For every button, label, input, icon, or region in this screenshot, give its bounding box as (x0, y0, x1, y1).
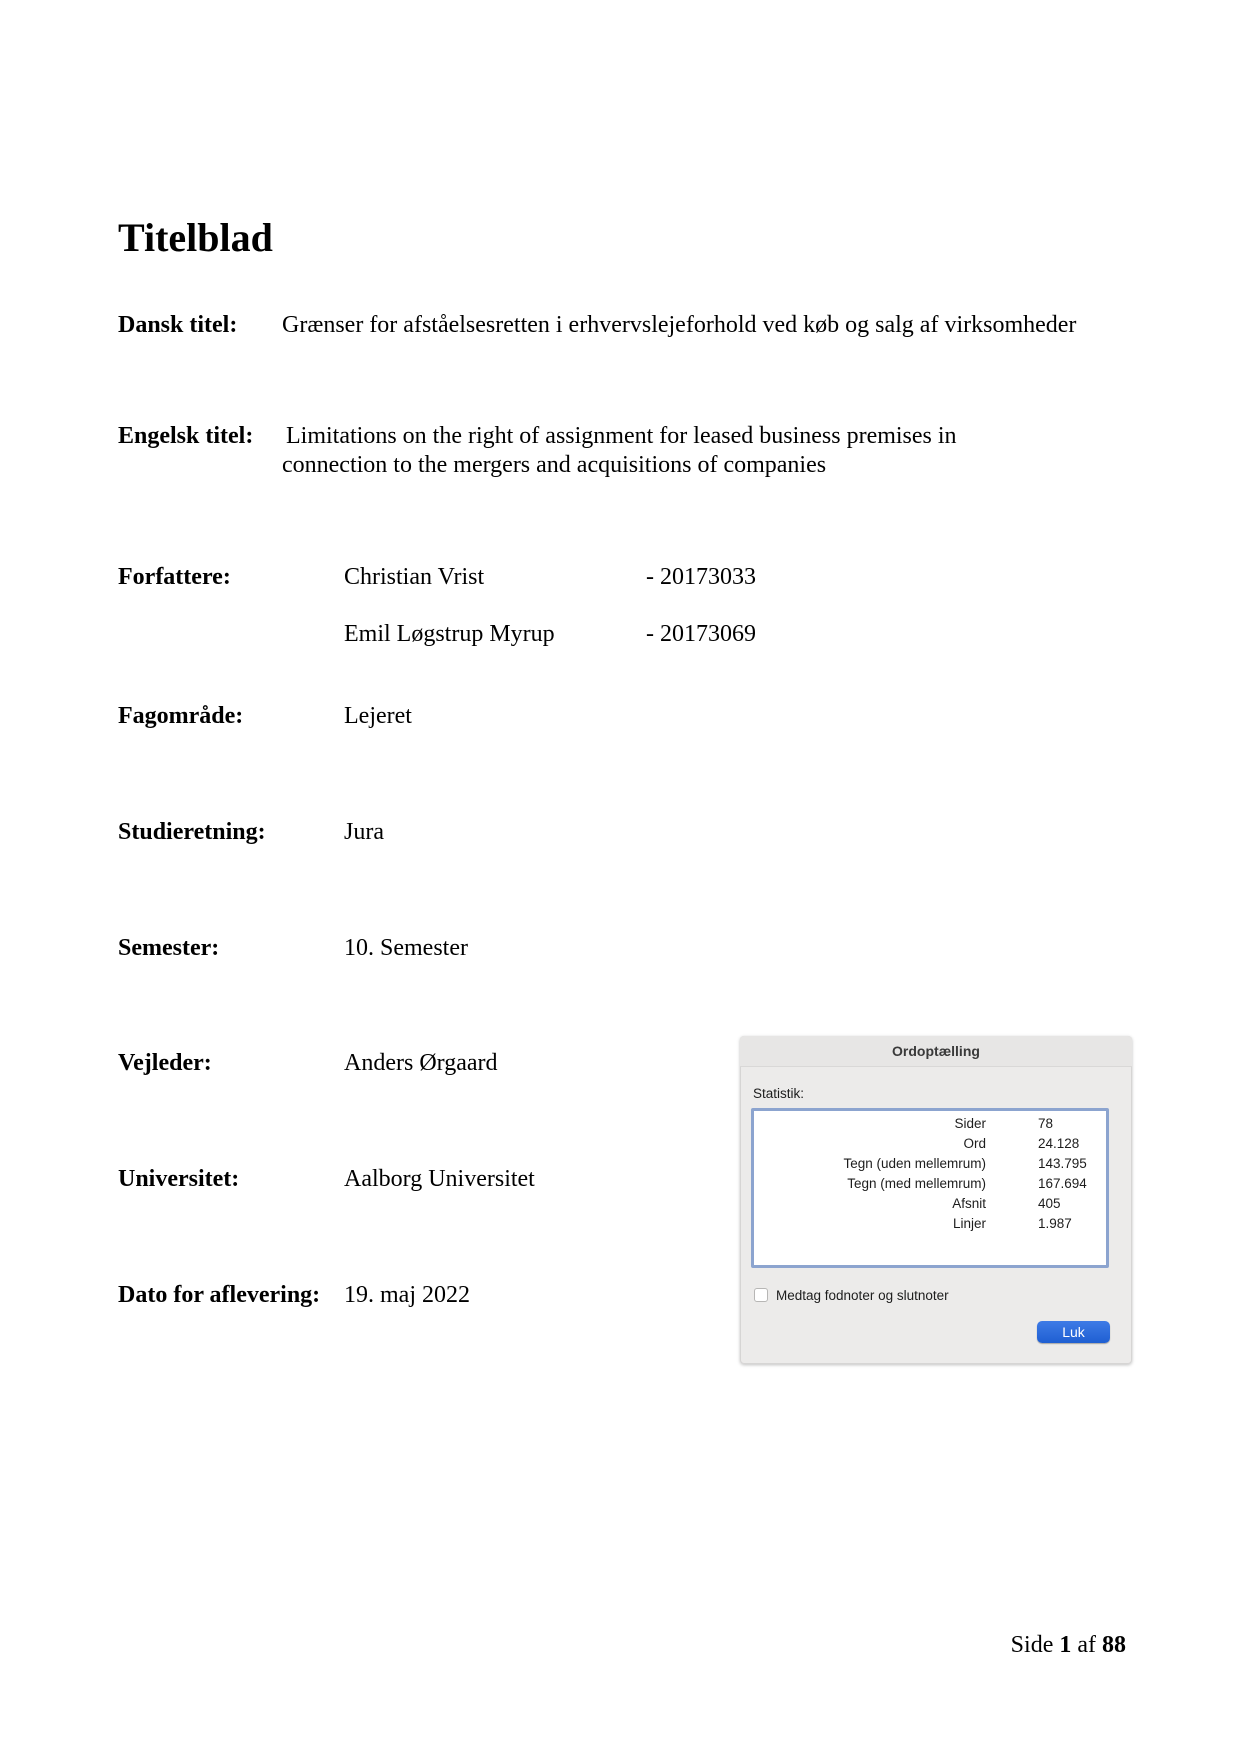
include-footnotes-checkbox[interactable] (754, 1288, 768, 1302)
stat-value: 167.694 (1038, 1176, 1087, 1191)
stat-value: 24.128 (1038, 1136, 1080, 1151)
footer-side-word: Side (1010, 1632, 1054, 1658)
supervisor-value: Anders Ørgaard (344, 1050, 498, 1076)
stat-row (754, 1194, 1106, 1214)
semester-value: 10. Semester (344, 935, 468, 961)
english-title-line2: connection to the mergers and acquisitions of companies (282, 452, 827, 478)
stat-row (754, 1214, 1106, 1234)
stat-key: Ord (963, 1136, 986, 1151)
statistics-label: Statistik: (753, 1086, 805, 1101)
stat-key: Sider (954, 1116, 986, 1131)
danish-title-label: Dansk titel: (118, 312, 238, 338)
statistics-box[interactable] (751, 1108, 1109, 1268)
authors-label: Forfattere: (118, 564, 231, 590)
study-value: Jura (344, 819, 384, 845)
stat-key: Tegn (uden mellemrum) (843, 1156, 986, 1171)
supervisor-label: Vejleder: (118, 1050, 212, 1076)
english-title-label: Engelsk titel: (118, 423, 254, 449)
stat-value: 1.987 (1038, 1216, 1072, 1231)
footer-current-page: 1 (1059, 1632, 1072, 1658)
stat-row (754, 1174, 1106, 1194)
stat-row (754, 1134, 1106, 1154)
footer-total-pages: 88 (1102, 1632, 1126, 1658)
page-footer (1011, 1632, 1126, 1659)
stat-row (754, 1114, 1106, 1134)
include-footnotes-row[interactable] (754, 1286, 949, 1306)
field-value: Lejeret (344, 703, 412, 729)
author-id: - 20173033 (646, 564, 756, 590)
english-title-line1: Limitations on the right of assignment for leased business premises in (286, 423, 957, 449)
study-label: Studieretning: (118, 819, 266, 845)
author-name: Emil Løgstrup Myrup (344, 621, 555, 647)
danish-title-value: Grænser for afståelsesretten i erhvervslejeforhold ved køb og salg af virksomheder (282, 312, 1077, 338)
dialog-title: Ordoptælling (740, 1036, 1132, 1067)
university-label: Universitet: (118, 1166, 240, 1192)
stat-row (754, 1154, 1106, 1174)
close-button[interactable]: Luk (1037, 1321, 1110, 1343)
page-title: Titelblad (118, 215, 273, 260)
date-label: Dato for aflevering: (118, 1282, 321, 1308)
stat-key: Tegn (med mellemrum) (847, 1176, 986, 1191)
stat-value: 78 (1038, 1116, 1054, 1131)
author-name: Christian Vrist (344, 564, 485, 590)
stat-value: 143.795 (1038, 1156, 1087, 1171)
field-label: Fagområde: (118, 703, 244, 729)
author-id: - 20173069 (646, 621, 756, 647)
footer-of-word: af (1077, 1632, 1096, 1658)
word-count-dialog (740, 1036, 1132, 1364)
date-value: 19. maj 2022 (344, 1282, 470, 1308)
include-footnotes-label[interactable]: Medtag fodnoter og slutnoter (776, 1288, 949, 1303)
stat-key: Linjer (952, 1216, 986, 1231)
stat-key: Afsnit (952, 1196, 986, 1211)
semester-label: Semester: (118, 935, 220, 961)
stat-value: 405 (1038, 1196, 1061, 1211)
university-value: Aalborg Universitet (344, 1166, 535, 1192)
